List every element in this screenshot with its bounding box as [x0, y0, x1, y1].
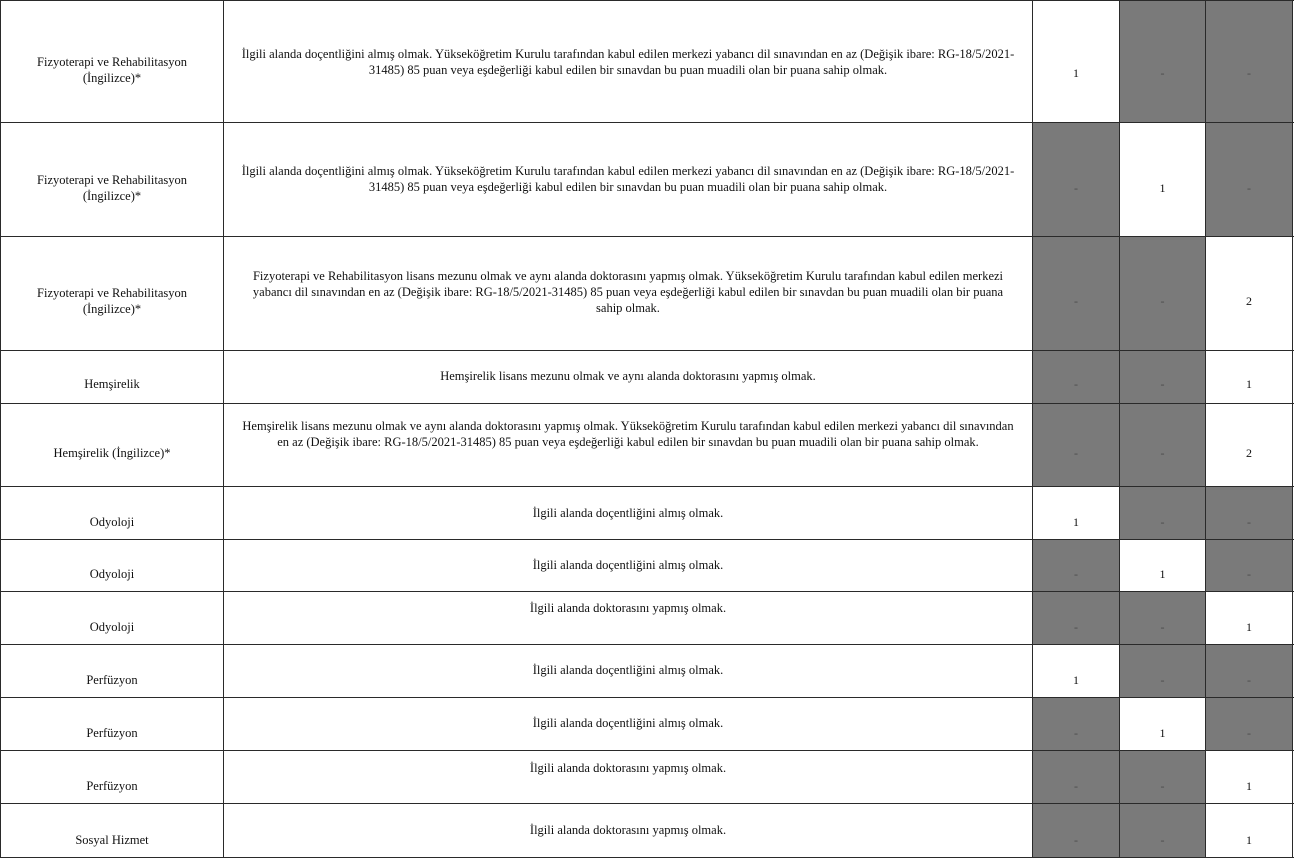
doctor-count: 2: [1246, 446, 1252, 460]
doctor-count: 1: [1246, 620, 1252, 634]
doctor-count-cell: [1206, 804, 1293, 857]
professor-count-cell: [1033, 1, 1120, 122]
associate-count: -: [1160, 377, 1165, 391]
professor-count-cell: [1033, 751, 1120, 803]
doctor-count-cell: [1206, 698, 1293, 750]
professor-count-cell: [1033, 540, 1120, 591]
requirement-text: Hemşirelik lisans mezunu olmak ve aynı alanda doktorasını yapmış olmak. Yükseköğretim Kurulu tarafından kabul edilen merkezi yabancı dil sınavından en az (Değişik ibare: RG-18/5/2021-31485) 85 puan veya eşdeğerliği kabul edilen bir sınavdan bu puan muadili olan bir puana sahip olmak.: [242, 419, 1014, 449]
doctor-count: -: [1247, 567, 1251, 581]
associate-count: 1: [1159, 567, 1166, 581]
professor-count-cell: [1033, 645, 1120, 697]
department-text: Odyoloji: [89, 620, 135, 634]
professor-count: -: [1074, 726, 1078, 740]
requirement-text: İlgili alanda doçentliğini almış olmak.: [532, 663, 724, 677]
department-text: Perfüzyon: [86, 779, 138, 793]
professor-count: -: [1074, 567, 1078, 581]
table-row: [0, 698, 1294, 751]
requirement-text: İlgili alanda doktorasını yapmış olmak.: [529, 823, 727, 837]
professor-count-cell: [1033, 487, 1120, 539]
doctor-count-cell: [1206, 237, 1293, 350]
department-cell: [0, 237, 224, 350]
professor-count: -: [1074, 446, 1078, 460]
professor-count-cell: [1033, 698, 1120, 750]
department-cell: [0, 487, 224, 539]
doctor-count-cell: [1206, 645, 1293, 697]
associate-count-cell: [1120, 1, 1206, 122]
associate-count-cell: [1120, 698, 1206, 750]
associate-count: -: [1160, 779, 1165, 793]
professor-count: -: [1074, 377, 1078, 391]
professor-count: -: [1074, 181, 1078, 195]
doctor-count: 1: [1246, 377, 1252, 391]
requirement-text: Hemşirelik lisans mezunu olmak ve aynı alanda doktorasını yapmış olmak.: [440, 369, 816, 383]
requirement-cell: [224, 645, 1033, 697]
department-cell: [0, 592, 224, 644]
professor-count: 1: [1073, 673, 1079, 687]
associate-count: -: [1160, 446, 1165, 460]
associate-count: -: [1160, 294, 1165, 308]
doctor-count-cell: [1206, 751, 1293, 803]
doctor-count-cell: [1206, 592, 1293, 644]
associate-count-cell: [1120, 123, 1206, 236]
requirement-text: İlgili alanda doçentliğini almış olmak. Yükseköğretim Kurulu tarafından kabul edilen merkezi yabancı dil sınavından en az (Değişik ibare: RG-18/5/2021-31485) 85 puan veya eşdeğerliği kabul edilen bir sınavdan bu puan muadili olan bir puana sahip olmak.: [241, 164, 1015, 194]
table-row: [0, 237, 1294, 351]
requirement-cell: [224, 123, 1033, 236]
professor-count: -: [1074, 833, 1078, 847]
department-cell: [0, 351, 224, 403]
doctor-count: 1: [1246, 833, 1252, 847]
table-row: [0, 351, 1294, 404]
associate-count-cell: [1120, 237, 1206, 350]
doctor-count: -: [1247, 726, 1251, 740]
table-row: [0, 751, 1294, 804]
professor-count: -: [1074, 294, 1078, 308]
professor-count-cell: [1033, 237, 1120, 350]
doctor-count-cell: [1206, 540, 1293, 591]
professor-count-cell: [1033, 804, 1120, 857]
department-text: Fizyoterapi ve Rehabilitasyon (İngilizce)*: [37, 173, 187, 203]
doctor-count-cell: [1206, 487, 1293, 539]
associate-count: 1: [1159, 181, 1166, 195]
professor-count: 1: [1073, 515, 1079, 529]
table-row: [0, 487, 1294, 540]
professor-count: 1: [1073, 66, 1079, 80]
professor-count-cell: [1033, 592, 1120, 644]
associate-count: -: [1160, 620, 1165, 634]
professor-count: -: [1074, 779, 1078, 793]
doctor-count-cell: [1206, 1, 1293, 122]
requirement-cell: [224, 237, 1033, 350]
associate-count-cell: [1120, 751, 1206, 803]
requirement-cell: [224, 540, 1033, 591]
associate-count: -: [1160, 673, 1165, 687]
doctor-count-cell: [1206, 123, 1293, 236]
department-cell: [0, 804, 224, 857]
table-row: [0, 540, 1294, 592]
requirement-text: İlgili alanda doçentliğini almış olmak.: [532, 506, 724, 520]
requirement-cell: [224, 351, 1033, 403]
associate-count-cell: [1120, 404, 1206, 486]
department-text: Perfüzyon: [86, 726, 138, 740]
department-text: Odyoloji: [89, 567, 135, 581]
associate-count-cell: [1120, 804, 1206, 857]
associate-count-cell: [1120, 487, 1206, 539]
department-text: Fizyoterapi ve Rehabilitasyon (İngilizce)*: [37, 55, 187, 85]
doctor-count: -: [1247, 181, 1251, 195]
professor-count-cell: [1033, 404, 1120, 486]
professor-count-cell: [1033, 351, 1120, 403]
associate-count: 1: [1159, 726, 1166, 740]
department-cell: [0, 404, 224, 486]
department-cell: [0, 698, 224, 750]
requirement-cell: [224, 592, 1033, 644]
professor-count: -: [1074, 620, 1078, 634]
doctor-count-cell: [1206, 351, 1293, 403]
table-row: [0, 404, 1294, 487]
department-cell: [0, 751, 224, 803]
associate-count-cell: [1120, 592, 1206, 644]
department-text: Perfüzyon: [86, 673, 138, 687]
associate-count: -: [1160, 66, 1165, 80]
associate-count: -: [1160, 515, 1165, 529]
associate-count-cell: [1120, 645, 1206, 697]
requirement-text: İlgili alanda doçentliğini almış olmak.: [532, 716, 724, 730]
requirement-text: İlgili alanda doçentliğini almış olmak. Yükseköğretim Kurulu tarafından kabul edilen merkezi yabancı dil sınavından en az (Değişik ibare: RG-18/5/2021-31485) 85 puan veya eşdeğerliği kabul edilen bir sınavdan bu puan muadili olan bir puana sahip olmak.: [241, 47, 1015, 77]
doctor-count-cell: [1206, 404, 1293, 486]
department-text: Odyoloji: [89, 515, 135, 529]
doctor-count: -: [1247, 515, 1251, 529]
table-row: [0, 123, 1294, 237]
doctor-count: 1: [1246, 779, 1252, 793]
requirement-cell: [224, 404, 1033, 486]
requirement-cell: [224, 487, 1033, 539]
table-row: [0, 592, 1294, 645]
requirement-text: İlgili alanda doçentliğini almış olmak.: [532, 558, 724, 572]
requirement-cell: [224, 804, 1033, 857]
department-cell: [0, 123, 224, 236]
requirement-text: İlgili alanda doktorasını yapmış olmak.: [529, 601, 727, 615]
department-cell: [0, 645, 224, 697]
department-cell: [0, 540, 224, 591]
doctor-count: 2: [1246, 294, 1252, 308]
requirement-text: İlgili alanda doktorasını yapmış olmak.: [529, 761, 727, 775]
table-row: [0, 0, 1294, 123]
doctor-count: -: [1247, 66, 1251, 80]
associate-count-cell: [1120, 540, 1206, 591]
requirement-text: Fizyoterapi ve Rehabilitasyon lisans mezunu olmak ve aynı alanda doktorasını yapmış olmak. Yükseköğretim Kurulu tarafından kabul edilen merkezi yabancı dil sınavından en az (Değişik ibare: RG-18/5/2021-31485) 85 puan veya eşdeğerliği kabul edilen bir sınavdan bu puan muadili olan bir puana sahip olmak.: [252, 269, 1004, 315]
requirement-cell: [224, 1, 1033, 122]
professor-count-cell: [1033, 123, 1120, 236]
requirement-cell: [224, 751, 1033, 803]
table-row: [0, 645, 1294, 698]
department-cell: [0, 1, 224, 122]
requirement-cell: [224, 698, 1033, 750]
table-row: [0, 804, 1294, 858]
department-text: Sosyal Hizmet: [75, 833, 149, 847]
associate-count-cell: [1120, 351, 1206, 403]
department-text: Hemşirelik: [84, 377, 140, 391]
department-text: Fizyoterapi ve Rehabilitasyon (İngilizce)*: [37, 286, 187, 316]
associate-count: -: [1160, 833, 1165, 847]
doctor-count: -: [1247, 673, 1251, 687]
department-text: Hemşirelik (İngilizce)*: [53, 446, 171, 460]
